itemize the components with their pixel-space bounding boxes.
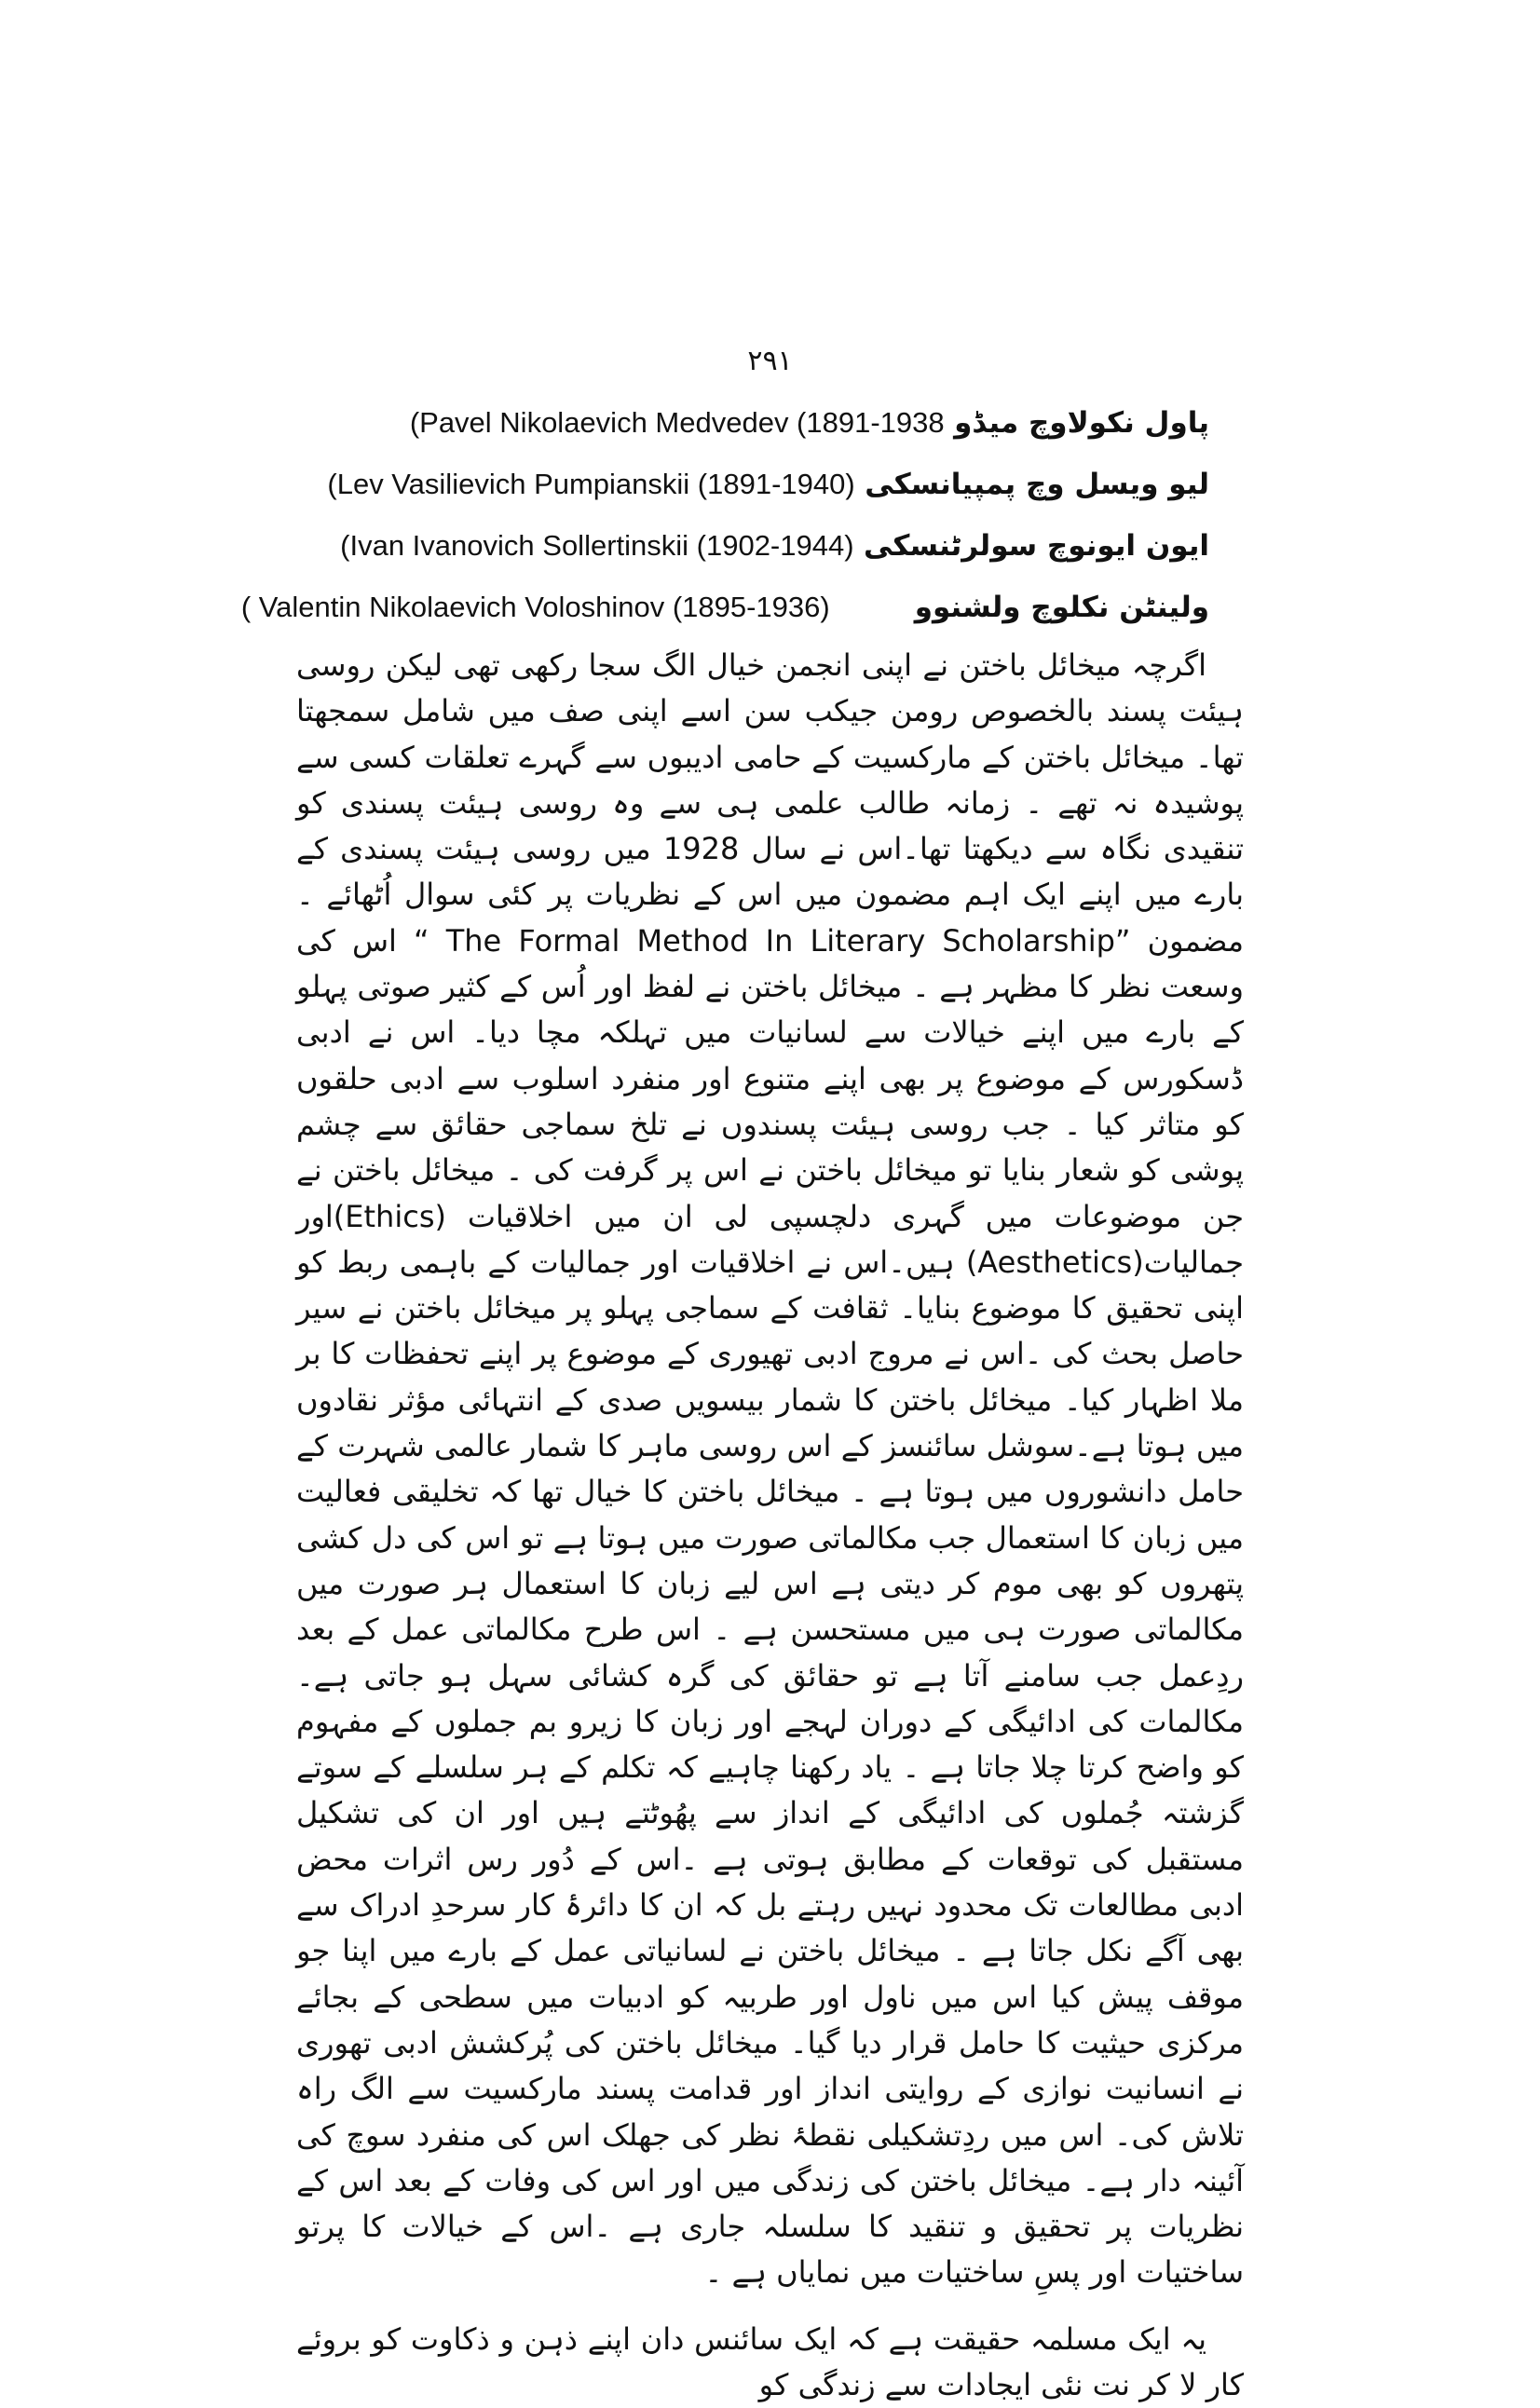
name-entry-sollertinskii (278, 514, 1209, 576)
name-urdu: لیو ویسل وچ پمپیانسکی (865, 468, 1209, 501)
name-entry-medvedev (278, 391, 1209, 453)
name-entry-pumpianskii (278, 453, 1209, 514)
name-urdu: ایون ایونوچ سولرٹنسکی (864, 529, 1209, 563)
name-english: (Pavel Nikolaevich Medvedev (1891-1938 (409, 406, 945, 439)
paragraph: یہ ایک مسلمہ حقیقت ہے کہ ایک سائنس دان اپنے ذہن و ذکاوت کو بروئے کار لا کر نت نئی ایجادات سے زندگی کو (296, 2320, 1244, 2402)
name-entry-voloshinov (240, 576, 1209, 637)
names-list (240, 391, 1209, 637)
name-urdu: پاول نکولاوچ میڈو (954, 406, 1209, 440)
body-text (296, 643, 1244, 2408)
name-urdu: ولینٹن نکلوچ ولشنوو (914, 591, 1209, 624)
name-english: (Ivan Ivanovich Sollertinskii (1902-1944) (340, 529, 854, 562)
name-english: (Lev Vasilievich Pumpianskii (1891-1940) (327, 468, 855, 500)
paragraph: اگرچہ میخائل باختن نے اپنی انجمن خیال الگ سجا رکھی تھی لیکن روسی ہیئت پسند بالخصوص رومن جیکب سن اسے اپنی صف میں شامل سمجھتا تھا۔ میخائل باختن کے مارکسیت کے حامی ادیبوں سے گہرے تعلقات کسی سے پوشیدہ نہ تھے ۔ زمانہ طالب علمی ہی سے وہ روسی ہیئت پسندی کو تنقیدی نگاہ سے دیکھتا تھا۔اس نے سال 1928 میں روسی ہیئت پسندی کے بارے میں اپنے ایک اہم مضمون میں اس کے نظریات پر کئی سوال اُٹھائے ۔مضمون ”The Formal Method In Literary Scholarship “ اس کی وسعت نظر کا مظہر ہے ۔ میخائل باختن نے لفظ اور اُس کے کثیر صوتی پہلو کے بارے میں اپنے خیالات سے لسانیات میں تہلکہ مچا دیا۔ اس نے ادبی ڈسکورس کے موضوع پر بھی اپنے متنوع اور منفرد اسلوب سے ادبی حلقوں کو متاثر کیا ۔ جب روسی ہیئت پسندوں نے تلخ سماجی حقائق سے چشم پوشی کو شعار بنایا تو میخائل باختن نے اس پر گرفت کی ۔ میخائل باختن نے جن موضوعات میں گہری دلچسپی لی ان میں اخلاقیات (Ethics)اور جمالیات(Aesthetics) ہیں۔اس نے اخلاقیات اور جمالیات کے باہمی ربط کو اپنی تحقیق کا موضوع بنایا۔ ثقافت کے سماجی پہلو پر میخائل باختن نے سیر حاصل بحث کی ۔اس نے مروج ادبی تھیوری کے موضوع پر اپنے تحفظات کا بر ملا اظہار کیا۔ میخائل باختن کا شمار بیسویں صدی کے انتہائی مؤثر نقادوں میں ہوتا ہے۔سوشل سائنسز کے اس روسی ماہر کا شمار عالمی شہرت کے حامل دانشوروں میں ہوتا ہے ۔ میخائل باختن کا خیال تھا کہ تخلیقی فعالیت میں زبان کا استعمال جب مکالماتی صورت میں ہوتا ہے تو اس کی دل کشی پتھروں کو بھی موم کر دیتی ہے اس لیے زبان کا استعمال ہر صورت میں مکالماتی صورت ہی میں مستحسن ہے ۔ اس طرح مکالماتی عمل کے بعد ردِعمل جب سامنے آتا ہے تو حقائق کی گرہ کشائی سہل ہو جاتی ہے۔ مکالمات کی ادائیگی کے دوران لہجے اور زبان کا زیرو بم جملوں کے مفہوم کو واضح کرتا چلا جاتا ہے ۔ یاد رکھنا چاہیے کہ تکلم کے ہر سلسلے کے سوتے گزشتہ جُملوں کی ادائیگی کے انداز سے پھُوٹتے ہیں اور ان کی تشکیل مستقبل کی توقعات کے مطابق ہوتی ہے ۔اس کے دُور رس اثرات محض ادبی مطالعات تک محدود نہیں رہتے بل کہ ان کا دائرۂ کار سرحدِ ادراک سے بھی آگے نکل جاتا ہے ۔ میخائل باختن نے لسانیاتی عمل کے بارے میں اپنا جو موقف پیش کیا اس میں ناول اور طربیہ کو ادبیات میں سطحی کے بجائے مرکزی حیثیت کا حامل قرار دیا گیا۔ میخائل باختن کی پُرکشش ادبی تھوری نے انسانیت نوازی کے روایتی انداز اور قدامت پسند مارکسیت سے الگ راہ تلاش کی۔ اس میں ردِتشکیلی نقطۂ نظر کی جھلک اس کی منفرد سوچ کی آئینہ دار ہے۔ میخائل باختن کی زندگی میں اور اس کی وفات کے بعد اس کے نظریات پر تحقیق و تنقید کا سلسلہ جاری ہے ۔اس کے خیالات کا پرتو ساختیات اور پسِ ساختیات میں نمایاں ہے ۔ (296, 647, 1245, 2291)
name-english: ( Valentin Nikolaevich Voloshinov (1895-1936) (240, 591, 830, 623)
page-number: ۲۹۱ (747, 345, 793, 377)
